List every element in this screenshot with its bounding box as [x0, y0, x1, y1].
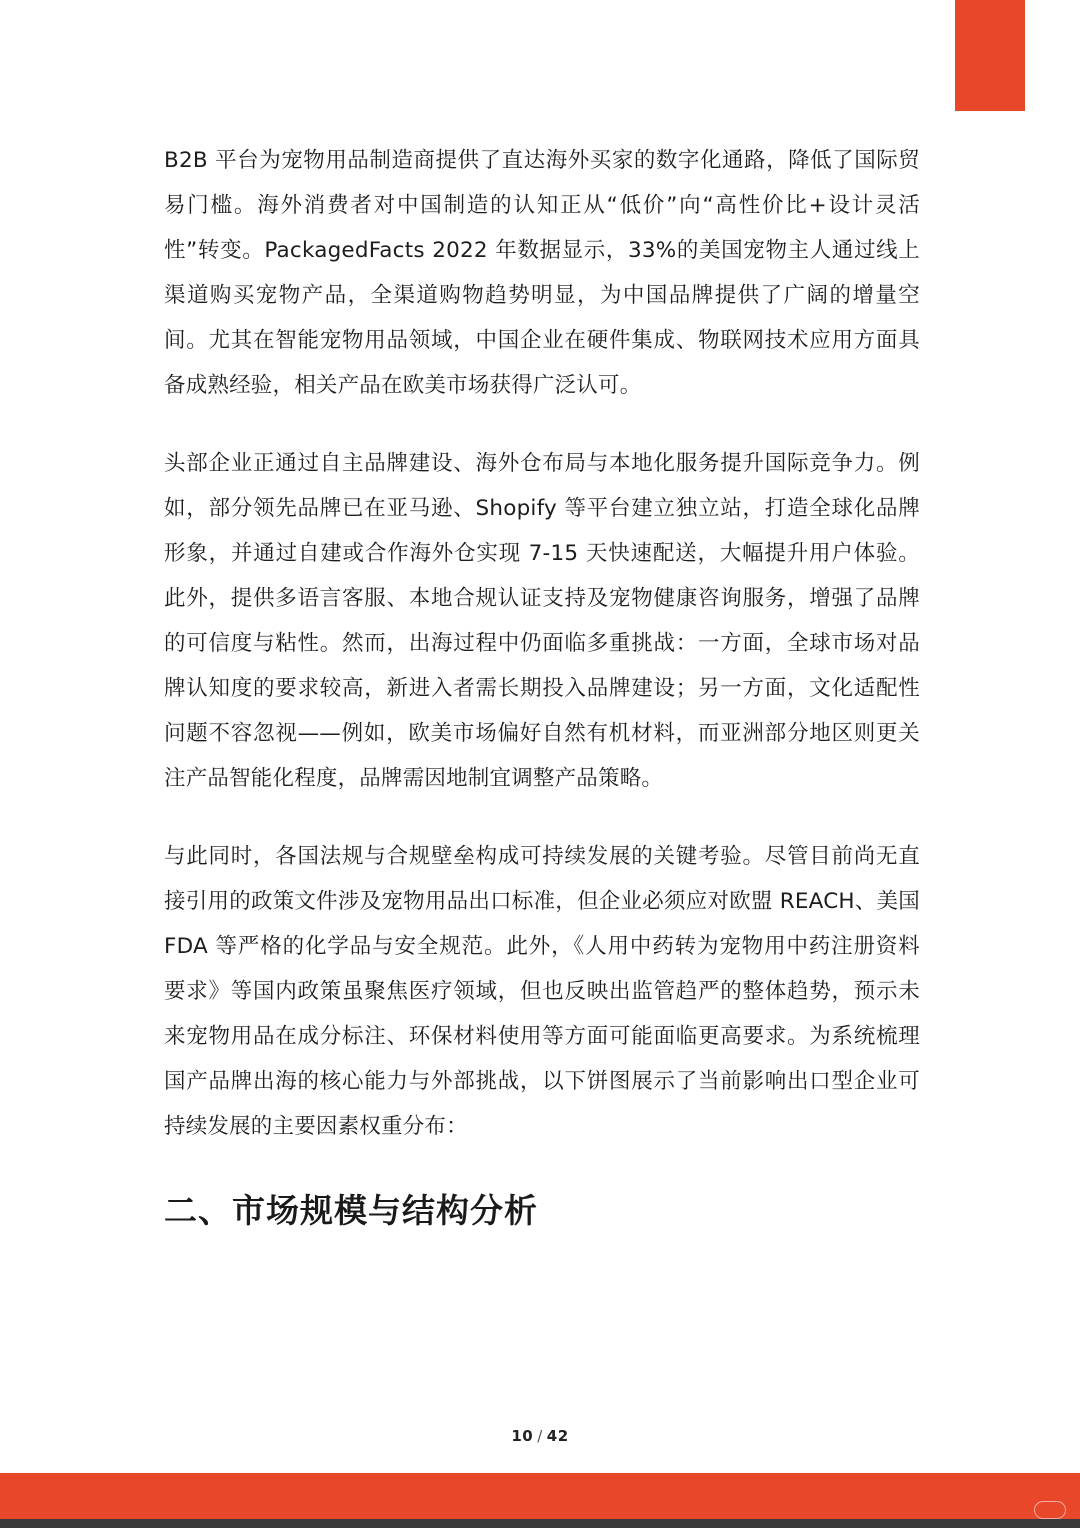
- page-number: [0, 1427, 1080, 1445]
- page-total: 42: [546, 1427, 569, 1445]
- page-separator: /: [537, 1427, 543, 1445]
- footer-dark-strip: [0, 1519, 1080, 1528]
- watermark-badge-icon: [1034, 1501, 1066, 1519]
- corner-accent-tab: [955, 0, 1025, 111]
- paragraph-regulations: 与此同时，各国法规与合规壁垒构成可持续发展的关键考验。尽管目前尚无直接引用的政策文件涉及宠物用品出口标准，但企业必须应对欧盟 REACH、美国 FDA 等严格的化学品与安全规范。此外，《人用中药转为宠物用中药注册资料要求》等国内政策虽聚焦医疗领域，但也反映出监管趋严的整体趋势，预示未来宠物用品在成分标注、环保材料使用等方面可能面临更高要求。为系统梳理国产品牌出海的核心能力与外部挑战，以下饼图展示了当前影响出口型企业可持续发展的主要因素权重分布：: [164, 844, 920, 1139]
- footer-accent-band: [0, 1473, 1080, 1519]
- page-current: 10: [511, 1427, 534, 1445]
- section-heading-market-size: 二、市场规模与结构分析: [164, 1191, 538, 1230]
- paragraph-b2b-channels: B2B 平台为宠物用品制造商提供了直达海外买家的数字化通路，降低了国际贸易门槛。海外消费者对中国制造的认知正从“低价”向“高性价比+设计灵活性”转变。PackagedFacts 2022 年数据显示，33%的美国宠物主人通过线上渠道购买宠物产品，全渠道购物趋势明显，为中国品牌提供了广阔的增量空间。尤其在智能宠物用品领域，中国企业在硬件集成、物联网技术应用方面具备成熟经验，相关产品在欧美市场获得广泛认可。: [164, 148, 920, 398]
- paragraph-leading-brands: 头部企业正通过自主品牌建设、海外仓布局与本地化服务提升国际竞争力。例如，部分领先品牌已在亚马逊、Shopify 等平台建立独立站，打造全球化品牌形象，并通过自建或合作海外仓实现 7-15 天快速配送，大幅提升用户体验。此外，提供多语言客服、本地合规认证支持及宠物健康咨询服务，增强了品牌的可信度与粘性。然而，出海过程中仍面临多重挑战：一方面，全球市场对品牌认知度的要求较高，新进入者需长期投入品牌建设；另一方面，文化适配性问题不容忽视——例如，欧美市场偏好自然有机材料，而亚洲部分地区则更关注产品智能化程度，品牌需因地制宜调整产品策略。: [164, 451, 920, 791]
- page-content: [164, 138, 920, 1241]
